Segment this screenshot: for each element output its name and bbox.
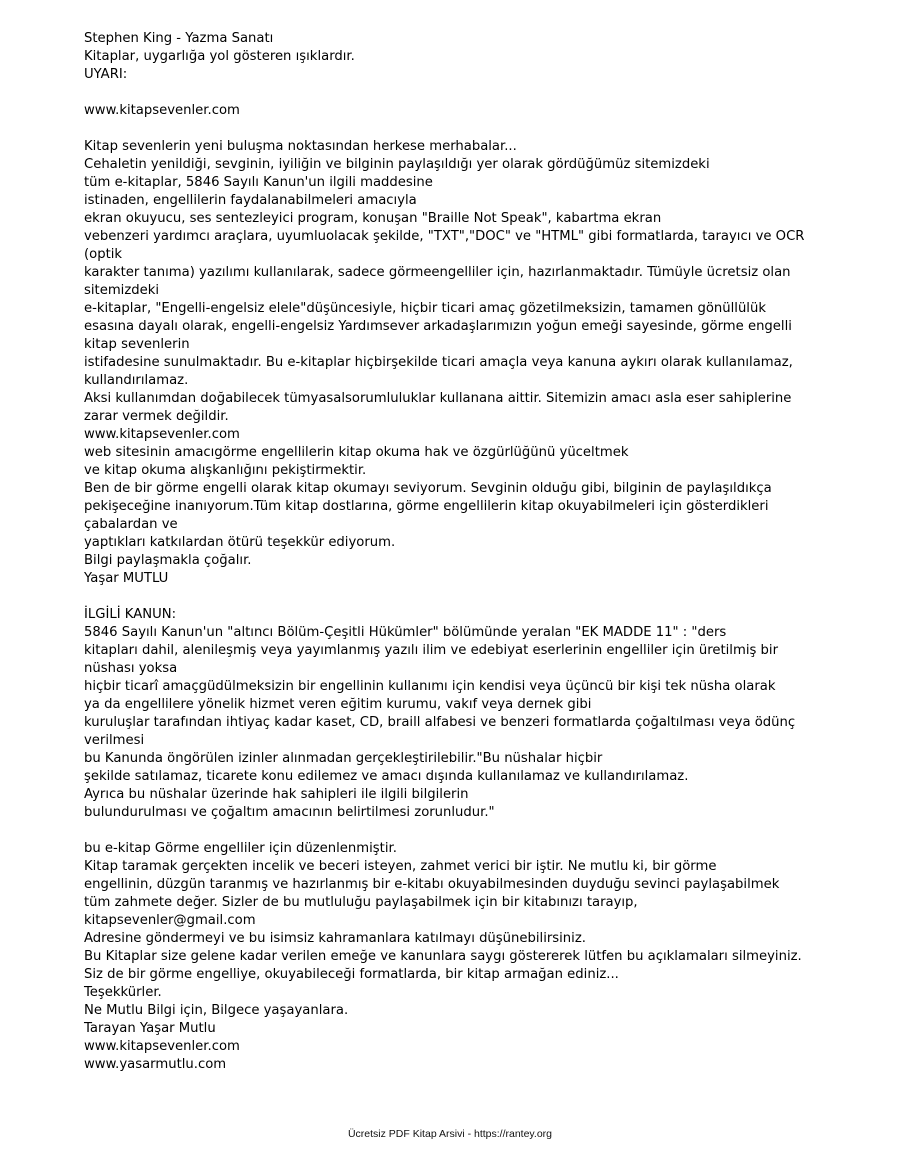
text-line: tüm e-kitaplar, 5846 Sayılı Kanun'un ilgili maddesine <box>84 175 433 190</box>
text-line: esasına dayalı olarak, engelli-engelsiz Yardımsever arkadaşlarımızın yoğun emeği sayesinde, görme engelli <box>84 319 792 334</box>
text-line: (optik <box>84 247 123 262</box>
text-line: kitap sevenlerin <box>84 337 190 352</box>
text-line: www.kitapsevenler.com <box>84 103 240 118</box>
text-line: İLGİLİ KANUN: <box>84 607 177 622</box>
text-line: zarar vermek değildir. <box>84 409 229 424</box>
text-line: bu Kanunda öngörülen izinler alınmadan gerçekleştirilebilir."Bu nüshalar hiçbir <box>84 751 603 766</box>
text-line: 5846 Sayılı Kanun'un "altıncı Bölüm-Çeşitli Hükümler" bölümünde yeralan "EK MADDE 11" : "ders <box>84 625 727 640</box>
text-line: ekran okuyucu, ses sentezleyici program, konuşan "Braille Not Speak", kabartma ekran <box>84 211 662 226</box>
text-line: Bilgi paylaşmakla çoğalır. <box>84 553 252 568</box>
text-line: pekişeceğine inanıyorum.Tüm kitap dostlarına, görme engellilerin kitap okuyabilmeleri için gösterdikleri <box>84 499 769 514</box>
blank-line <box>84 588 804 606</box>
page-footer: Ücretsiz PDF Kitap Arsivi - https://rantey.org <box>347 1128 553 1140</box>
text-line: www.kitapsevenler.com <box>84 427 240 442</box>
text-line: şekilde satılamaz, ticarete konu edilemez ve amacı dışında kullanılamaz ve kullandırılamaz. <box>84 769 689 784</box>
text-line: Tarayan Yaşar Mutlu <box>84 1021 216 1036</box>
text-line: UYARI: <box>84 67 128 82</box>
text-line: ve kitap okuma alışkanlığını pekiştirmektir. <box>84 463 367 478</box>
text-line: engellinin, düzgün taranmış ve hazırlanmış bir e-kitabı okuyabilmesinden duyduğu sevinci paylaşabilmek <box>84 877 780 892</box>
text-line: Siz de bir görme engelliye, okuyabileceği formatlarda, bir kitap armağan ediniz... <box>84 967 619 982</box>
text-line: karakter tanıma) yazılımı kullanılarak, sadece görmeengelliler için, hazırlanmaktadır. Tümüyle ücretsiz olan <box>84 265 791 280</box>
text-line: Ayrıca bu nüshalar üzerinde hak sahipleri ile ilgili bilgilerin <box>84 787 469 802</box>
text-line: istifadesine sunulmaktadır. Bu e-kitaplar hiçbirşekilde ticari amaçla veya kanuna aykırı olarak kullanılamaz, <box>84 355 793 370</box>
text-line: Yaşar MUTLU <box>84 571 169 586</box>
text-line: tüm zahmete değer. Sizler de bu mutluluğu paylaşabilmek için bir kitabınızı tarayıp, <box>84 895 638 910</box>
text-line: Aksi kullanımdan doğabilecek tümyasalsorumluluklar kullanana aittir. Sitemizin amacı asla eser sahiplerine <box>84 391 792 406</box>
text-line: e-kitaplar, "Engelli-engelsiz elele"düşüncesiyle, hiçbir ticari amaç gözetilmeksizin, tamamen gönüllülük <box>84 301 766 316</box>
text-line: Kitap sevenlerin yeni buluşma noktasından herkese merhabalar... <box>84 139 517 154</box>
text-line: ya da engellilere yönelik hizmet veren eğitim kurumu, vakıf veya dernek gibi <box>84 697 592 712</box>
text-line: Ne Mutlu Bilgi için, Bilgece yaşayanlara. <box>84 1003 349 1018</box>
text-line: vebenzeri yardımcı araçlara, uyumluolacak şekilde, "TXT","DOC" ve "HTML" gibi formatlarda, tarayıcı ve OCR <box>84 229 805 244</box>
text-line: yaptıkları katkılardan ötürü teşekkür ediyorum. <box>84 535 396 550</box>
text-line: Stephen King - Yazma Sanatı <box>84 31 274 46</box>
text-line: Kitaplar, uygarlığa yol gösteren ışıklardır. <box>84 49 355 64</box>
text-line: bulundurulması ve çoğaltım amacının belirtilmesi zorunludur." <box>84 805 495 820</box>
text-line: bu e-kitap Görme engelliler için düzenlenmiştir. <box>84 841 397 856</box>
text-line: Ben de bir görme engelli olarak kitap okumayı seviyorum. Sevginin olduğu gibi, bilginin de paylaşıldıkça <box>84 481 772 496</box>
text-line: Bu Kitaplar size gelene kadar verilen emeğe ve kanunlara saygı göstererek lütfen bu açıklamaları silmeyiniz. <box>84 949 802 964</box>
text-line: www.yasarmutlu.com <box>84 1057 227 1072</box>
text-line: kullandırılamaz. <box>84 373 189 388</box>
text-line: Adresine göndermeyi ve bu isimsiz kahramanlara katılmayı düşünebilirsiniz. <box>84 931 586 946</box>
text-line: hiçbir ticarî amaçgüdülmeksizin bir engellinin kullanımı için kendisi veya üçüncü bir kişi tek nüsha olarak <box>84 679 776 694</box>
text-line: web sitesinin amacıgörme engellilerin kitap okuma hak ve özgürlüğünü yüceltmek <box>84 445 629 460</box>
text-line: Kitap taramak gerçekten incelik ve beceri isteyen, zahmet verici bir iştir. Ne mutlu ki, bir görme <box>84 859 717 874</box>
text-line: nüshası yoksa <box>84 661 178 676</box>
document-body <box>84 30 804 1074</box>
text-line: kuruluşlar tarafından ihtiyaç kadar kaset, CD, braill alfabesi ve benzeri formatlarda çoğaltılması veya ödünç <box>84 715 796 730</box>
text-line: sitemizdeki <box>84 283 160 298</box>
text-line: çabalardan ve <box>84 517 178 532</box>
text-line: kitapları dahil, alenileşmiş veya yayımlanmış yazılı ilim ve edebiyat eserlerinin engelliler için üretilmiş bir <box>84 643 779 658</box>
text-line: kitapsevenler@gmail.com <box>84 913 256 928</box>
blank-line <box>84 84 804 102</box>
text-line: istinaden, engellilerin faydalanabilmeleri amacıyla <box>84 193 417 208</box>
text-line: verilmesi <box>84 733 145 748</box>
blank-line <box>84 822 804 840</box>
text-line: Teşekkürler. <box>84 985 162 1000</box>
text-line: www.kitapsevenler.com <box>84 1039 240 1054</box>
text-line: Cehaletin yenildiği, sevginin, iyiliğin ve bilginin paylaşıldığı yer olarak gördüğümüz sitemizdeki <box>84 157 710 172</box>
blank-line <box>84 120 804 138</box>
